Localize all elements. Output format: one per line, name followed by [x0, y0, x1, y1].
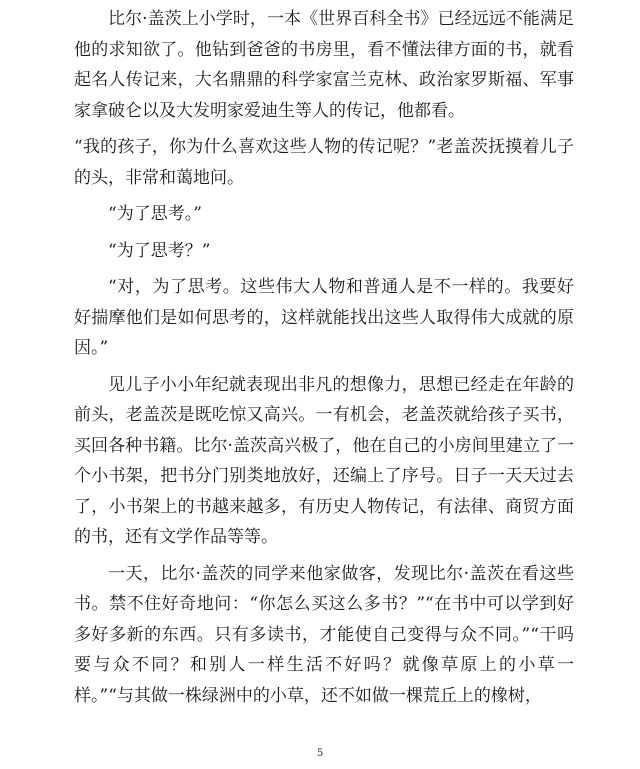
paragraph-7: 一天，比尔·盖茨的同学来他家做客，发现比尔·盖茨在看这些书。禁不住好奇地问：“你怎么买这么多书？”“在书中可以学到好多好多新的东西。只有多读书，才能使自己变得与众不同。”“干吗要与众不同？和别人一样生活不好吗？就像草原上的小草一样。”“与其做一株绿洲中的小草，还不如做一棵荒丘上的橡树，: [74, 563, 574, 706]
paragraph-6: 见儿子小小年纪就表现出非凡的想像力，思想已经走在年龄的前头，老盖茨是既吃惊又高兴。一有机会，老盖茨就给孩子买书，买回各种书籍。比尔·盖茨高兴极了，他在自己的小房间里建立了一个小书架，把书分门别类地放好，还编上了序号。日子一天天过去了，小书架上的书越来越多，有历史人物传记，有法律、商贸方面的书，还有文学作品等等。: [74, 374, 574, 547]
page-number: 5: [316, 748, 324, 759]
paragraph-2: “我的孩子，你为什么喜欢这些人物的传记呢？”老盖茨抚摸着儿子的头，非常和蔼地问。: [74, 137, 574, 188]
paragraph-4: “为了思考？”: [108, 240, 211, 261]
body-text: [74, 4, 574, 717]
paragraph-5: “对，为了思考。这些伟大人物和普通人是不一样的。我要好好揣摩他们是如何思考的，这样就能找出这些人取得伟大成就的原因。”: [74, 277, 574, 358]
paragraph-1: 比尔·盖茨上小学时，一本《世界百科全书》已经远远不能满足他的求知欲了。他钻到爸爸的书房里，看不懂法律方面的书，就看起名人传记来，大名鼎鼎的科学家富兰克林、政治家罗斯福、军事家拿破仑以及大发明家爱迪生等人的传记，他都看。: [74, 9, 574, 121]
paragraph-3: “为了思考。”: [108, 204, 202, 224]
